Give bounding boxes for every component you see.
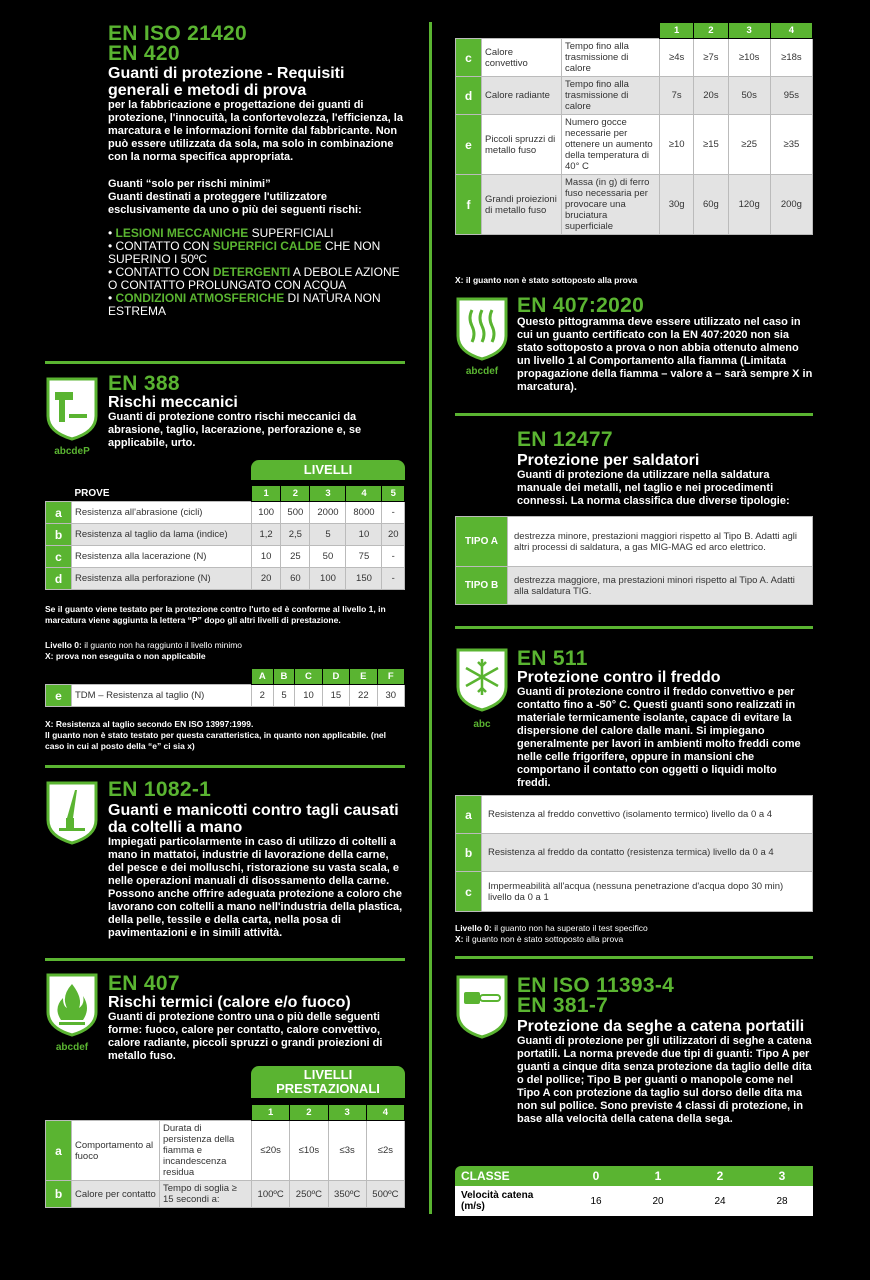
row-name: Calore radiante bbox=[482, 77, 562, 115]
mechanical-risk-table bbox=[45, 485, 405, 590]
snowflake-icon bbox=[455, 647, 509, 713]
level-header: 2 bbox=[290, 1105, 328, 1121]
section-title: Protezione contro il freddo bbox=[517, 669, 721, 686]
row-value: 120g bbox=[728, 175, 770, 235]
row-value: ≥18s bbox=[770, 39, 812, 77]
row-letter: b bbox=[46, 524, 72, 546]
divider bbox=[455, 626, 813, 629]
standard-code: EN 381-7 bbox=[517, 994, 609, 1017]
speed-value: 28 bbox=[776, 1195, 788, 1207]
level-header: 4 bbox=[770, 23, 812, 39]
row-value: 100 bbox=[252, 502, 281, 524]
column-divider bbox=[429, 22, 432, 1214]
row-value: 30g bbox=[660, 175, 694, 235]
row-value: - bbox=[382, 546, 405, 568]
row-value: 20 bbox=[252, 568, 281, 590]
row-value: 5 bbox=[310, 524, 346, 546]
row-letter: f bbox=[456, 175, 482, 235]
row-letter: c bbox=[456, 872, 482, 912]
section-title: Guanti di protezione - Requisiti generali e metodi di prova bbox=[108, 65, 345, 99]
note-text: il guanto non è stato sottoposto alla prova bbox=[463, 934, 624, 944]
chainsaw-class-table bbox=[455, 1166, 813, 1216]
standard-code: EN 511 bbox=[517, 647, 588, 670]
level-header: 5 bbox=[382, 486, 405, 502]
row-value: ≥15 bbox=[694, 115, 728, 175]
cold-table bbox=[455, 795, 813, 912]
row-value: 100 bbox=[310, 568, 346, 590]
section-en-iso-21420 bbox=[108, 24, 405, 318]
row-value: 60 bbox=[281, 568, 310, 590]
row-value: ≤20s bbox=[252, 1121, 290, 1181]
row-desc: Tempo fino alla trasmissione di calore bbox=[562, 39, 660, 77]
row-value: 2000 bbox=[310, 502, 346, 524]
table-row bbox=[46, 568, 405, 590]
row-desc: Durata di persistenza della fiamma e incandescenza residua bbox=[160, 1121, 252, 1181]
note: Il guanto non è stato testato per questa caratteristica, in quanto non applicabile. (nel caso in cui al posto della “e” ci sia x) bbox=[45, 730, 386, 751]
row-value: 60g bbox=[694, 175, 728, 235]
row-letter: c bbox=[46, 546, 72, 568]
table-row bbox=[46, 1121, 405, 1181]
bullet-pre: CONTATTO CON bbox=[115, 265, 213, 279]
section-desc: Guanti di protezione contro il freddo convettivo e per contatto fino a -50° C. Questi guanti sono realizzati in materiale termicamente isolante, capace di evitare la dispersione del calore dalle mani. Si impiegano generalmente per lavori in ambienti molto freddi come nelle celle frigorifere, oppure in mansioni che comportano il contatto con oggetti o liquidi molto freddi. bbox=[517, 686, 801, 789]
row-value: 50 bbox=[310, 546, 346, 568]
row-value: 22 bbox=[350, 685, 377, 707]
row-name: Comportamento al fuoco bbox=[72, 1121, 160, 1181]
section-desc: Guanti di protezione contro rischi meccanici da abrasione, taglio, lacerazione, perforazione e, se applicabile, urto. bbox=[108, 411, 362, 449]
row-value: ≥7s bbox=[694, 39, 728, 77]
level-header: 2 bbox=[694, 23, 728, 39]
row-value: 10 bbox=[295, 685, 322, 707]
icon-caption: abcdef bbox=[465, 366, 499, 377]
divider bbox=[455, 413, 813, 416]
divider bbox=[45, 361, 405, 364]
speed-label: Velocità catena (m/s) bbox=[461, 1190, 534, 1212]
bullet-dot: • bbox=[108, 291, 116, 305]
table-row bbox=[46, 1181, 405, 1208]
row-value: ≥10 bbox=[660, 115, 694, 175]
standard-code: EN 407:2020 bbox=[517, 294, 645, 317]
icon-caption: abcdeP bbox=[54, 446, 90, 457]
type-desc: destrezza maggiore, ma prestazioni minori rispetto al Tipo A. Adatti alla saldatura TIG. bbox=[508, 567, 813, 605]
class-header: 1 bbox=[654, 1169, 662, 1183]
row-value: ≤10s bbox=[290, 1121, 328, 1181]
row-desc: Resistenza al taglio da lama (indice) bbox=[72, 524, 252, 546]
table-row bbox=[456, 872, 813, 912]
chainsaw-icon bbox=[455, 974, 509, 1040]
note bbox=[455, 934, 623, 945]
knife-icon bbox=[45, 780, 99, 846]
sub-desc: Guanti destinati a proteggere l'utilizzatore esclusivamente da uno o più dei seguenti rischi: bbox=[108, 191, 362, 216]
row-value: 50s bbox=[728, 77, 770, 115]
row-letter: d bbox=[46, 568, 72, 590]
row-letter: a bbox=[456, 796, 482, 834]
note-label: Livello 0: bbox=[455, 923, 492, 933]
row-name: Calore per contatto bbox=[72, 1181, 160, 1208]
row-desc: Resistenza alla perforazione (N) bbox=[72, 568, 252, 590]
section-title: Rischi termici (calore e/o fuoco) bbox=[108, 994, 351, 1011]
levels-label: LIVELLI bbox=[251, 460, 405, 480]
note-label: Livello 0: bbox=[45, 640, 82, 650]
tdm-header: D bbox=[322, 669, 349, 685]
row-value: ≤2s bbox=[366, 1121, 404, 1181]
level-header: 2 bbox=[281, 486, 310, 502]
row-value: 150 bbox=[346, 568, 382, 590]
table-row bbox=[456, 39, 813, 77]
row-value: 95s bbox=[770, 77, 812, 115]
row-value: 30 bbox=[377, 685, 404, 707]
welder-type-table bbox=[455, 516, 813, 605]
level-header: 3 bbox=[728, 23, 770, 39]
note-label: X: bbox=[455, 934, 464, 944]
row-value: ≥25 bbox=[728, 115, 770, 175]
divider bbox=[455, 956, 813, 959]
class-header: 0 bbox=[592, 1169, 600, 1183]
tests-label: PROVE bbox=[72, 486, 252, 502]
row-letter: b bbox=[46, 1181, 72, 1208]
row-desc: Resistenza al freddo convettivo (isolamento termico) livello da 0 a 4 bbox=[482, 796, 813, 834]
row-value: 250ºC bbox=[290, 1181, 328, 1208]
section-desc: Guanti di protezione contro una o più delle seguenti forme: fuoco, calore per contatto, calore convettivo, calore radiante, piccoli spruzzi o grandi proiezioni di metallo fuso. bbox=[108, 1011, 383, 1062]
table-row bbox=[456, 567, 813, 605]
row-value: 350ºC bbox=[328, 1181, 366, 1208]
list-item bbox=[108, 266, 405, 292]
level-header: 4 bbox=[366, 1105, 404, 1121]
speed-value: 16 bbox=[590, 1195, 602, 1207]
heat-waves-icon bbox=[455, 296, 509, 362]
divider bbox=[45, 765, 405, 768]
table-row bbox=[456, 796, 813, 834]
row-value: 20 bbox=[382, 524, 405, 546]
row-value: ≥4s bbox=[660, 39, 694, 77]
row-value: 5 bbox=[273, 685, 295, 707]
row-desc: Resistenza alla lacerazione (N) bbox=[72, 546, 252, 568]
level-header: 1 bbox=[252, 1105, 290, 1121]
row-letter: a bbox=[46, 502, 72, 524]
tdm-table bbox=[45, 668, 405, 707]
list-item bbox=[108, 240, 405, 266]
flame-icon bbox=[45, 972, 99, 1038]
row-value: 200g bbox=[770, 175, 812, 235]
bullet-text: SUPERFICIALI bbox=[248, 226, 334, 240]
row-letter: e bbox=[456, 115, 482, 175]
list-item bbox=[108, 292, 405, 318]
note: X: prova non eseguita o non applicabile bbox=[45, 651, 206, 661]
row-value: - bbox=[382, 568, 405, 590]
class-header: 2 bbox=[716, 1169, 724, 1183]
icon-caption: abc bbox=[473, 719, 491, 730]
note: Se il guanto viene testato per la protezione contro l'urto ed è conforme al livello 1, in marcatura viene aggiunta la lettera “P” dopo gli altri livelli di prestazione. bbox=[45, 604, 386, 625]
row-value: 2 bbox=[252, 685, 274, 707]
standard-code: EN 420 bbox=[108, 42, 180, 65]
bullet-text: A DEBOLE AZIONE O CONTATTO PROLUNGATO CON ACQUA bbox=[108, 265, 400, 292]
bullet-pre: CONTATTO CON bbox=[115, 239, 213, 253]
type-label: TIPO A bbox=[456, 517, 508, 567]
row-value: 500ºC bbox=[366, 1181, 404, 1208]
tdm-header: B bbox=[273, 669, 295, 685]
standard-code: EN ISO 21420 bbox=[108, 22, 248, 45]
level-header: 4 bbox=[346, 486, 382, 502]
row-value: - bbox=[382, 502, 405, 524]
table-row bbox=[46, 524, 405, 546]
type-label: TIPO B bbox=[456, 567, 508, 605]
row-value: 7s bbox=[660, 77, 694, 115]
row-desc: Impermeabilità all'acqua (nessuna penetrazione d'acqua dopo 30 min) livello da 0 a 1 bbox=[482, 872, 813, 912]
bullet-highlight: CONDIZIONI ATMOSFERICHE bbox=[115, 291, 285, 305]
note bbox=[455, 923, 648, 934]
row-letter: a bbox=[46, 1121, 72, 1181]
row-value: ≤3s bbox=[328, 1121, 366, 1181]
levels-label: LIVELLI PRESTAZIONALI bbox=[251, 1066, 405, 1098]
bullet-dot: • bbox=[108, 265, 116, 279]
row-value: 25 bbox=[281, 546, 310, 568]
note bbox=[45, 640, 405, 651]
row-letter: e bbox=[46, 685, 72, 707]
row-desc: Tempo fino alla trasmissione di calore bbox=[562, 77, 660, 115]
row-letter: b bbox=[456, 834, 482, 872]
row-value: 100ºC bbox=[252, 1181, 290, 1208]
note-text: il guanto non ha raggiunto il livello minimo bbox=[81, 640, 243, 650]
row-name: Piccoli spruzzi di metallo fuso bbox=[482, 115, 562, 175]
section-desc: Impiegati particolarmente in caso di utilizzo di coltelli a mano in mattatoi, industrie di lavorazione della carne, del pesce e dei molluschi, ristorazione su vasta scala, e nelle operazioni manuali di disossamento della carne. Possono anche offrire adeguata protezione a coloro che lavorano con coltelli a mano nell'industria della plastica, della pelle, tessile e della carta, nella posa di pavimentazioni e in simili attività. bbox=[108, 836, 403, 939]
note: X: Resistenza al taglio secondo EN ISO 13997:1999. bbox=[45, 719, 254, 729]
level-header: 1 bbox=[252, 486, 281, 502]
section-desc: Questo pittogramma deve essere utilizzato nel caso in cui un guanto certificato con la EN 407:2020 non sia stato sottoposto a prova o non abbia ottenuto almeno un livello 1 al Comportamento alla fiamma (Limitata propagazione della fiamma – valore a – sarà sempre X in marcatura). bbox=[517, 316, 813, 393]
section-desc: per la fabbricazione e progettazione dei guanti di protezione, l'innocuità, la confortevolezza, l'efficienza, la marcatura e le informazioni fornite dal fabbricante. Non può essere utilizzata da sola, ma solo in combinazione con la norma specifica appropriata. bbox=[108, 99, 403, 163]
bullet-dot: • bbox=[108, 226, 116, 240]
row-value: ≥35 bbox=[770, 115, 812, 175]
class-label: CLASSE bbox=[461, 1169, 510, 1183]
section-desc: Guanti di protezione da utilizzare nella saldatura manuale dei metalli, nel taglio e nei procedimenti connessi. La norma classifica due diverse tipologie: bbox=[517, 469, 790, 507]
row-desc: Massa (in g) di ferro fuso necessaria per provocare una bruciatura superficiale bbox=[562, 175, 660, 235]
bullet-text: CHE NON SUPERINO I 50ºC bbox=[108, 239, 381, 266]
note: X: il guanto non è stato sottoposto alla prova bbox=[455, 275, 638, 285]
row-value: 8000 bbox=[346, 502, 382, 524]
table-row bbox=[46, 546, 405, 568]
row-value: 500 bbox=[281, 502, 310, 524]
section-title: Rischi meccanici bbox=[108, 394, 238, 411]
risk-list bbox=[108, 227, 405, 318]
row-value: 75 bbox=[346, 546, 382, 568]
row-value: 10 bbox=[346, 524, 382, 546]
section-title: Guanti e manicotti contro tagli causati da coltelli a mano bbox=[108, 802, 399, 836]
row-desc: Resistenza all'abrasione (cicli) bbox=[72, 502, 252, 524]
row-letter: c bbox=[456, 39, 482, 77]
table-row bbox=[46, 502, 405, 524]
table-row bbox=[456, 517, 813, 567]
speed-value: 24 bbox=[714, 1195, 726, 1207]
type-desc: destrezza minore, prestazioni maggiori rispetto al Tipo B. Adatti agli altri processi di saldatura, a gas MIG-MAG ed arco elettrico. bbox=[508, 517, 813, 567]
sub-title: Guanti “solo per rischi minimi” bbox=[108, 178, 271, 190]
row-name: Calore convettivo bbox=[482, 39, 562, 77]
bullet-dot: • bbox=[108, 239, 116, 253]
standard-code: EN ISO 11393-4 bbox=[517, 974, 675, 997]
divider bbox=[45, 958, 405, 961]
section-desc: Guanti di protezione per gli utilizzatori di seghe a catena portatili. La norma prevede due tipi di guanti: Tipo A per guanti a cinque dita senza protezione da taglio delle dita o del pollice; Tipo B per guanti o manopole come nel Tipo A con protezione da taglio sul dorso delle dita ma non sul pollice. Sono previste 4 classi di protezione, in base alla velocità della catena della sega. bbox=[517, 1035, 812, 1125]
note-text: il guanto non ha superato il test specifico bbox=[491, 923, 648, 933]
row-value: 20s bbox=[694, 77, 728, 115]
class-header: 3 bbox=[778, 1169, 786, 1183]
thermal-table-right bbox=[455, 22, 813, 235]
row-letter: d bbox=[456, 77, 482, 115]
hammer-icon bbox=[45, 376, 99, 442]
standard-code: EN 12477 bbox=[517, 428, 613, 451]
bullet-text: DI NATURA NON ESTREMA bbox=[108, 291, 381, 318]
standard-code: EN 407 bbox=[108, 972, 180, 995]
level-header: 3 bbox=[328, 1105, 366, 1121]
table-row bbox=[456, 77, 813, 115]
row-value: 10 bbox=[252, 546, 281, 568]
section-title: Protezione per saldatori bbox=[517, 452, 700, 469]
bullet-highlight: SUPERFICI CALDE bbox=[212, 239, 322, 253]
thermal-table-left bbox=[45, 1104, 405, 1208]
level-header: 3 bbox=[310, 486, 346, 502]
standard-code: EN 388 bbox=[108, 372, 180, 395]
table-row bbox=[456, 175, 813, 235]
row-desc: Resistenza al freddo da contatto (resistenza termica) livello da 0 a 4 bbox=[482, 834, 813, 872]
tdm-header: C bbox=[295, 669, 322, 685]
section-title: Protezione da seghe a catena portatili bbox=[517, 1018, 805, 1035]
row-desc: Numero gocce necessarie per ottenere un aumento della temperatura di 40° C bbox=[562, 115, 660, 175]
tdm-header: E bbox=[350, 669, 377, 685]
icon-caption: abcdef bbox=[55, 1042, 89, 1053]
row-name: Grandi proiezioni di metallo fuso bbox=[482, 175, 562, 235]
row-value: 15 bbox=[322, 685, 349, 707]
row-value: 1,2 bbox=[252, 524, 281, 546]
tdm-header: F bbox=[377, 669, 404, 685]
level-header: 1 bbox=[660, 23, 694, 39]
table-row bbox=[456, 115, 813, 175]
row-value: ≥10s bbox=[728, 39, 770, 77]
speed-value: 20 bbox=[652, 1195, 664, 1207]
bullet-highlight: LESIONI MECCANICHE bbox=[115, 226, 249, 240]
tdm-header: A bbox=[252, 669, 274, 685]
row-value: 2,5 bbox=[281, 524, 310, 546]
standard-code: EN 1082-1 bbox=[108, 778, 212, 801]
table-row bbox=[456, 834, 813, 872]
bullet-highlight: DETERGENTI bbox=[212, 265, 291, 279]
row-desc: Tempo di soglia ≥ 15 secondi a: bbox=[160, 1181, 252, 1208]
row-desc: TDM – Resistenza al taglio (N) bbox=[72, 685, 252, 707]
